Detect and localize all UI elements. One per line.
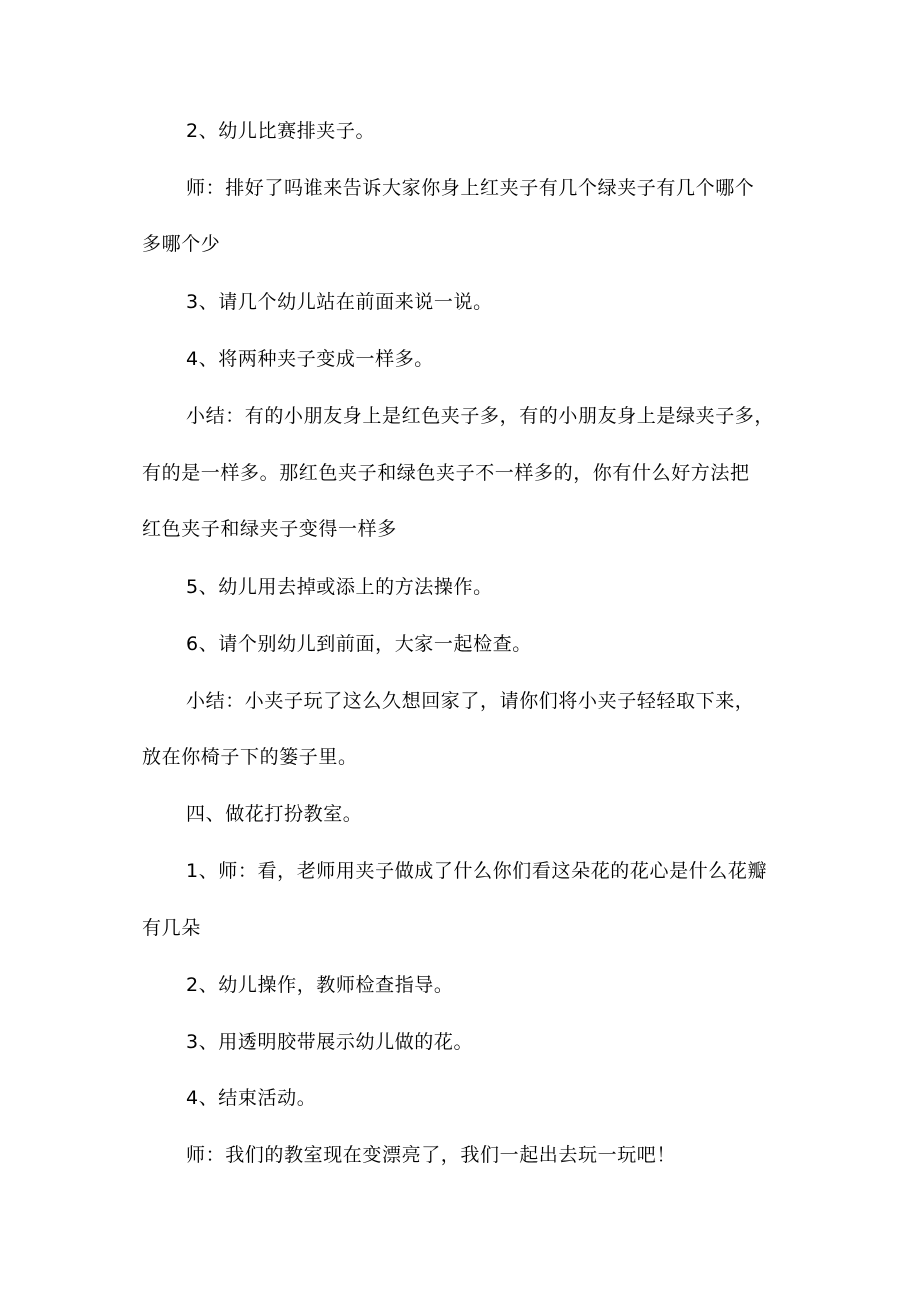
text-line: 放在你椅子下的篓子里。 [142,746,358,768]
text-line: 有的是一样多。那红色夹子和绿色夹子不一样多的，你有什么好方法把 [142,462,750,484]
text-line: 2、幼儿比赛排夹子。 [186,120,376,142]
text-line: 师：排好了吗谁来告诉大家你身上红夹子有几个绿夹子有几个哪个 [186,177,755,199]
text-line: 小结：小夹子玩了这么久想回家了，请你们将小夹子轻轻取下来， [186,690,755,712]
text-line: 有几朵 [142,917,201,939]
text-line: 1、师：看，老师用夹子做成了什么你们看这朵花的花心是什么花瓣 [186,860,768,882]
text-line: 3、用透明胶带展示幼儿做的花。 [186,1031,474,1053]
text-line: 小结：有的小朋友身上是红色夹子多，有的小朋友身上是绿夹子多， [186,405,775,427]
text-line: 6、请个别幼儿到前面，大家一起检查。 [186,633,532,655]
text-line: 3、请几个幼儿站在前面来说一说。 [186,291,493,313]
text-line: 师：我们的教室现在变漂亮了，我们一起出去玩一玩吧！ [186,1144,677,1166]
text-line: 红色夹子和绿夹子变得一样多 [142,518,397,540]
text-line: 4、将两种夹子变成一样多。 [186,348,434,370]
section-heading: 四、做花打扮教室。 [186,803,363,825]
text-line: 2、幼儿操作，教师检查指导。 [186,974,454,996]
text-line: 5、幼儿用去掉或添上的方法操作。 [186,576,493,598]
text-line: 多哪个少 [142,233,221,255]
text-line: 4、结束活动。 [186,1087,317,1109]
